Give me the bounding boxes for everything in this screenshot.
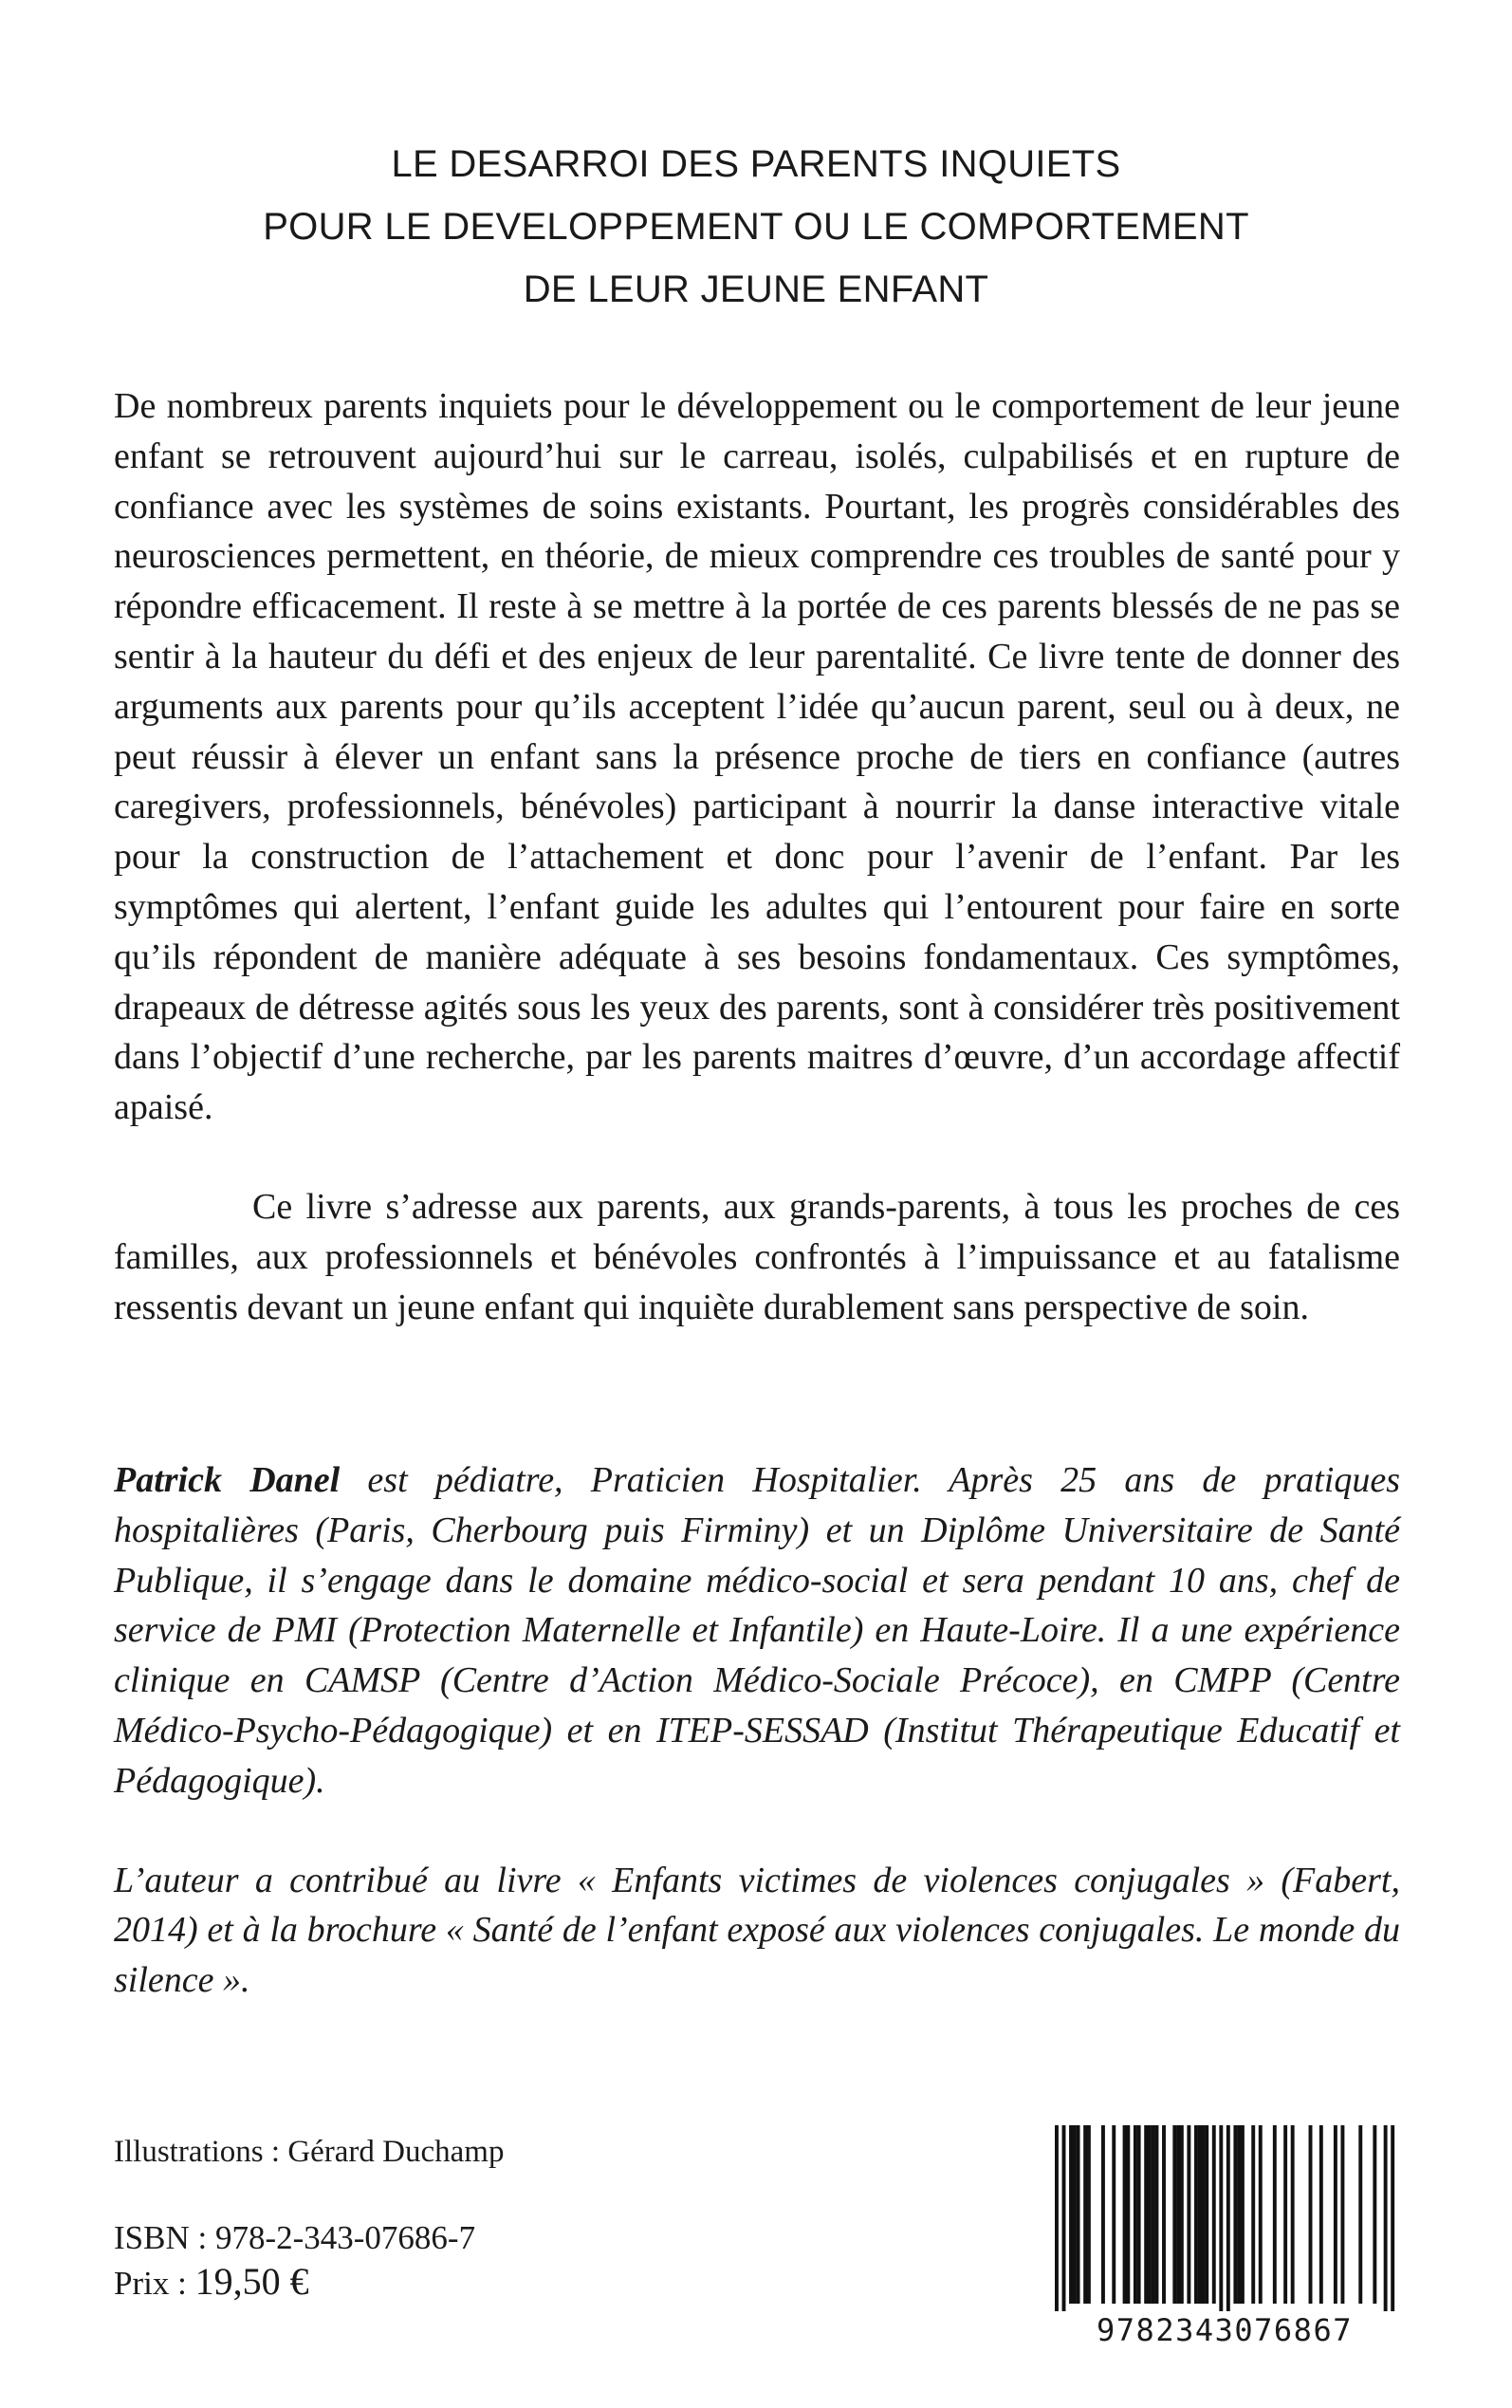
barcode-bar: [1087, 2125, 1091, 2304]
barcode-bar: [1144, 2125, 1148, 2304]
barcode-bar: [1384, 2125, 1388, 2311]
isbn-line: ISBN : 978-2-343-07686-7: [114, 2219, 476, 2256]
price-line: [114, 2260, 475, 2306]
barcode-bar: [1219, 2125, 1223, 2311]
barcode-bar: [1194, 2125, 1198, 2304]
barcode: [1047, 2125, 1402, 2348]
barcode-bar: [1241, 2125, 1245, 2304]
barcode-bars: [1047, 2125, 1402, 2311]
barcode-bar: [1358, 2125, 1362, 2304]
barcode-bar: [1391, 2125, 1394, 2311]
barcode-bar: [1112, 2125, 1116, 2304]
barcode-bar: [1273, 2125, 1277, 2304]
title-line-2: POUR LE DEVELOPPEMENT OU LE COMPORTEMENT: [263, 206, 1249, 248]
barcode-bar: [1101, 2125, 1105, 2304]
barcode-bar: [1309, 2125, 1313, 2304]
barcode-bar: [1126, 2125, 1130, 2304]
barcode-bar: [1172, 2125, 1176, 2304]
barcode-bar: [1069, 2125, 1073, 2304]
summary-paragraph-1: De nombreux parents inquiets pour le développement ou le comportement de leur jeune enfant se retrouvent aujourd’hui sur le carreau, isolés, culpabilisés et en rupture de confiance avec les systèmes de soins existants. Pourtant, les progrès considérables des neurosciences permettent, en théorie, de mieux comprendre ces troubles de santé pour y répondre efficacement. Il reste à se mettre à la portée de ces parents blessés de ne pas se sentir à la hauteur du défi et des enjeux de leur parentalité. Ce livre tente de donner des arguments aux parents pour qu’ils acceptent l’idée qu’aucun parent, seul ou à deux, ne peut réussir à élever un enfant sans la présence proche de tiers en confiance (autres caregivers, professionnels, bénévoles) participant à nourrir la danse interactive vitale pour la construction de l’attachement et donc pour l’avenir de l’enfant. Par les symptômes qui alertent, l’enfant guide les adultes qui l’entourent pour faire en sorte qu’ils répondent de manière adéquate à ses besoins fondamentaux. Ces symptômes, drapeaux de détresse agités sous les yeux des parents, sont à considérer très positivement dans l’objectif d’une recherche, par les parents maitres d’œuvre, d’un accordage affectif apaisé.: [114, 386, 1400, 1128]
author-bio-text: est pédiatre, Praticien Hospitalier. Après 25 ans de pratiques hospitalières (Paris, Cherbourg puis Firminy) et un Diplôme Universitaire de Santé Publique, il s’engage dans le domaine médico-social et sera pendant 10 ans, chef de service de PMI (Protection Maternelle et Infantile) en Haute-Loire. Il a une expérience clinique en CAMSP (Centre d’Action Médico-Sociale Précoce), en CMPP (Centre Médico-Psycho-Pédagogique) et en ITEP-SESSAD (Institut Thérapeutique Educatif et Pédagogique).: [114, 1460, 1400, 1801]
barcode-bar: [1187, 2125, 1190, 2304]
price-label: Prix :: [114, 2265, 195, 2302]
barcode-bar: [1373, 2125, 1376, 2304]
barcode-bar: [1176, 2125, 1180, 2304]
barcode-bar: [1212, 2125, 1216, 2304]
barcode-bar: [1202, 2125, 1206, 2304]
barcode-bar: [1152, 2125, 1155, 2304]
barcode-bar: [1148, 2125, 1152, 2304]
barcode-bar: [1077, 2125, 1080, 2304]
barcode-bar: [1198, 2125, 1202, 2304]
barcode-bar: [1062, 2125, 1066, 2311]
barcode-bar: [1123, 2125, 1127, 2304]
barcode-bar: [1233, 2125, 1237, 2304]
barcode-bar: [1334, 2125, 1337, 2304]
illustration-credits: Illustrations : Gérard Duchamp: [114, 2135, 505, 2169]
summary-text: [114, 381, 1400, 1332]
barcode-bar: [1137, 2125, 1141, 2304]
publication-info: [114, 2216, 475, 2306]
author-bio: [114, 1455, 1400, 2006]
title-line-3: DE LEUR JEUNE ENFANT: [523, 269, 989, 310]
barcode-bar: [1205, 2125, 1208, 2304]
barcode-bar: [1259, 2125, 1263, 2304]
title-line-1: LE DESARROI DES PARENTS INQUIETS: [391, 143, 1121, 185]
barcode-bar: [1073, 2125, 1077, 2304]
book-title: [114, 133, 1398, 321]
barcode-bar: [1055, 2125, 1059, 2311]
barcode-digits: 9782343076867: [1097, 2312, 1353, 2348]
barcode-bar: [1319, 2125, 1323, 2304]
author-name: Patrick Danel: [114, 1460, 341, 1500]
summary-paragraph-2: Ce livre s’adresse aux parents, aux grands-parents, à tous les proches de ces familles, aux professionnels et bénévoles confrontés à l’impuissance et au fatalisme ressentis devant un jeune enfant qui inquiète durablement sans perspective de soin.: [114, 1186, 1400, 1327]
barcode-bar: [1291, 2125, 1295, 2304]
barcode-bar: [1226, 2125, 1230, 2311]
barcode-bar: [1083, 2125, 1087, 2304]
barcode-bar: [1283, 2125, 1287, 2304]
barcode-bar: [1155, 2125, 1159, 2304]
barcode-bar: [1180, 2125, 1184, 2304]
author-bio-paragraph: [114, 1455, 1400, 1806]
barcode-bar: [1134, 2125, 1137, 2304]
barcode-bar: [1237, 2125, 1241, 2304]
barcode-bar: [1162, 2125, 1166, 2304]
price-value: 19,50 €: [194, 2260, 309, 2303]
barcode-bar: [1251, 2125, 1255, 2304]
author-contributions: L’auteur a contribué au livre « Enfants victimes de violences conjugales » (Fabert, 2014) et à la brochure « Santé de l’enfant exposé aux violences conjugales. Le monde du silence ».: [114, 1860, 1400, 2001]
barcode-bar: [1340, 2125, 1344, 2304]
